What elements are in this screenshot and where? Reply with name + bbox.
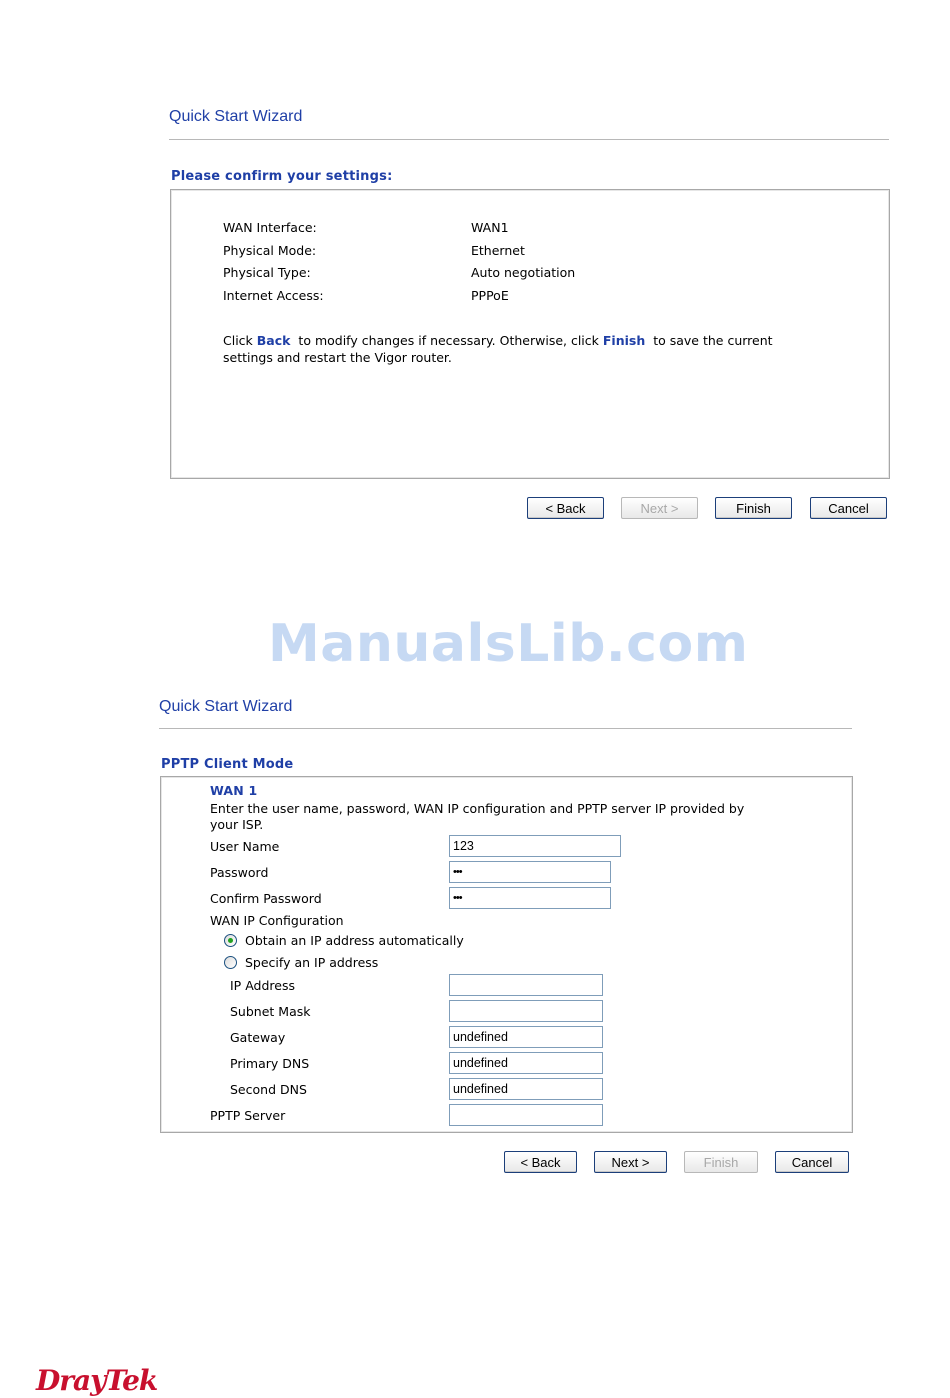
subnet-mask-input[interactable] — [449, 1000, 603, 1022]
pptp-server-label: PPTP Server — [210, 1108, 286, 1123]
wizard1-cancel-button[interactable]: Cancel — [810, 497, 887, 519]
wizard1-message-line2: settings and restart the Vigor router. — [223, 350, 452, 365]
primary-dns-input[interactable]: undefined — [449, 1052, 603, 1074]
wizard2-next-button[interactable]: Next > — [594, 1151, 667, 1173]
msg-finish-keyword: Finish — [602, 333, 646, 348]
wizard1-back-button[interactable]: < Back — [527, 497, 604, 519]
password-label: Password — [210, 865, 269, 880]
msg-click-text: Click — [223, 333, 253, 348]
user-name-input[interactable]: 123 — [449, 835, 621, 857]
primary-dns-label: Primary DNS — [230, 1056, 310, 1071]
wizard1-finish-button[interactable]: Finish — [715, 497, 792, 519]
wizard1-section-title: Please confirm your settings: — [171, 169, 393, 184]
subnet-mask-label: Subnet Mask — [230, 1004, 311, 1019]
wizard2-back-button[interactable]: < Back — [504, 1151, 577, 1173]
radio-obtain-ip[interactable] — [224, 934, 237, 947]
wizard2-form-panel — [160, 776, 853, 1133]
radio-specify-ip[interactable] — [224, 956, 237, 969]
wizard1-divider — [169, 139, 889, 140]
gateway-label: Gateway — [230, 1030, 286, 1045]
second-dns-input[interactable]: undefined — [449, 1078, 603, 1100]
wizard2-cancel-button[interactable]: Cancel — [775, 1151, 849, 1173]
user-name-label: User Name — [210, 839, 280, 854]
intro-line1: Enter the user name, password, WAN IP configuration and PPTP server IP provided by — [210, 801, 745, 816]
setting-value-internet-access: PPPoE — [471, 288, 509, 303]
confirm-password-label: Confirm Password — [210, 891, 322, 906]
wizard1-title: Quick Start Wizard — [169, 108, 303, 125]
setting-value-physical-mode: Ethernet — [471, 243, 525, 258]
draytek-logo: DrayTek — [36, 1364, 158, 1397]
msg-back-keyword: Back — [256, 333, 291, 348]
pptp-server-input[interactable] — [449, 1104, 603, 1126]
ip-address-label: IP Address — [230, 978, 295, 993]
setting-label-physical-mode: Physical Mode: — [223, 243, 317, 258]
wizard1-next-button: Next > — [621, 497, 698, 519]
radio-obtain-ip-label: Obtain an IP address automatically — [245, 933, 464, 948]
setting-label-internet-access: Internet Access: — [223, 288, 324, 303]
radio-specify-ip-label: Specify an IP address — [245, 955, 379, 970]
watermark-text: ManualsLib.com — [268, 614, 749, 674]
confirm-password-input[interactable]: ••• — [449, 887, 611, 909]
wan1-label: WAN 1 — [210, 783, 258, 798]
msg-middle-text: to modify changes if necessary. Otherwise, click — [298, 333, 599, 348]
setting-value-wan-interface: WAN1 — [471, 220, 509, 235]
setting-label-wan-interface: WAN Interface: — [223, 220, 317, 235]
ip-address-input[interactable] — [449, 974, 603, 996]
wizard2-section-title: PPTP Client Mode — [161, 757, 294, 772]
wizard1-message-line1 — [223, 333, 773, 348]
wizard2-divider — [159, 728, 852, 729]
wizard2-finish-button: Finish — [684, 1151, 758, 1173]
gateway-input[interactable]: undefined — [449, 1026, 603, 1048]
intro-line2: your ISP. — [210, 817, 264, 832]
password-input[interactable]: ••• — [449, 861, 611, 883]
second-dns-label: Second DNS — [230, 1082, 307, 1097]
msg-end-text: to save the current — [653, 333, 773, 348]
wan-ip-config-label: WAN IP Configuration — [210, 913, 344, 928]
wizard1-settings-panel — [170, 189, 890, 479]
setting-value-physical-type: Auto negotiation — [471, 265, 576, 280]
setting-label-physical-type: Physical Type: — [223, 265, 311, 280]
wizard2-title: Quick Start Wizard — [159, 698, 293, 715]
